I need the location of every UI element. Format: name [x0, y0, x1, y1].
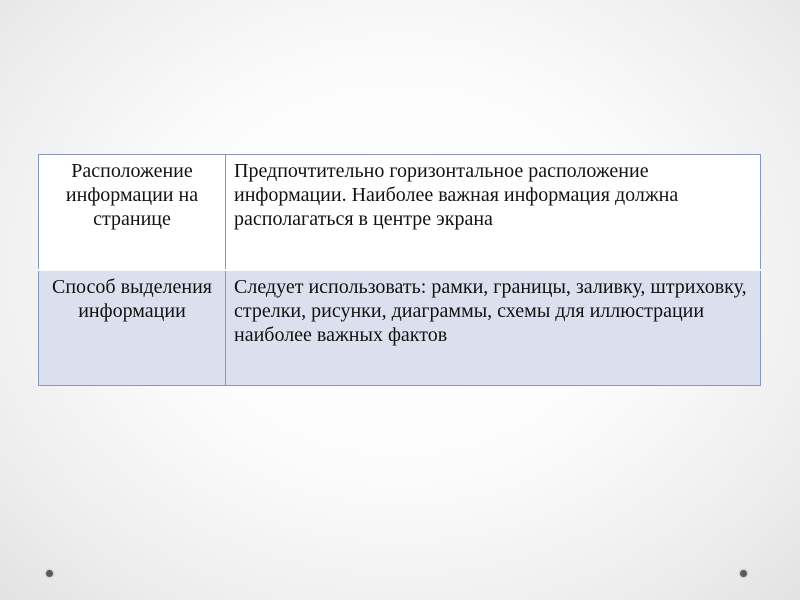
info-table	[38, 154, 761, 386]
corner-dot-bottom-left	[46, 570, 53, 577]
row-label-highlight: Способ выделения информации	[39, 270, 226, 386]
table-row	[39, 270, 761, 386]
corner-dot-bottom-right	[740, 570, 747, 577]
row-label-layout: Расположение информации на странице	[39, 155, 226, 271]
row-text-layout: Предпочтительно горизонтальное расположение информации. Наиболее важная информация должна располагаться в центре экрана	[226, 155, 761, 271]
row-text-highlight: Следует использовать: рамки, границы, заливку, штриховку, стрелки, рисунки, диаграммы, схемы для иллюстрации наиболее важных фактов	[226, 270, 761, 386]
table-row	[39, 155, 761, 271]
